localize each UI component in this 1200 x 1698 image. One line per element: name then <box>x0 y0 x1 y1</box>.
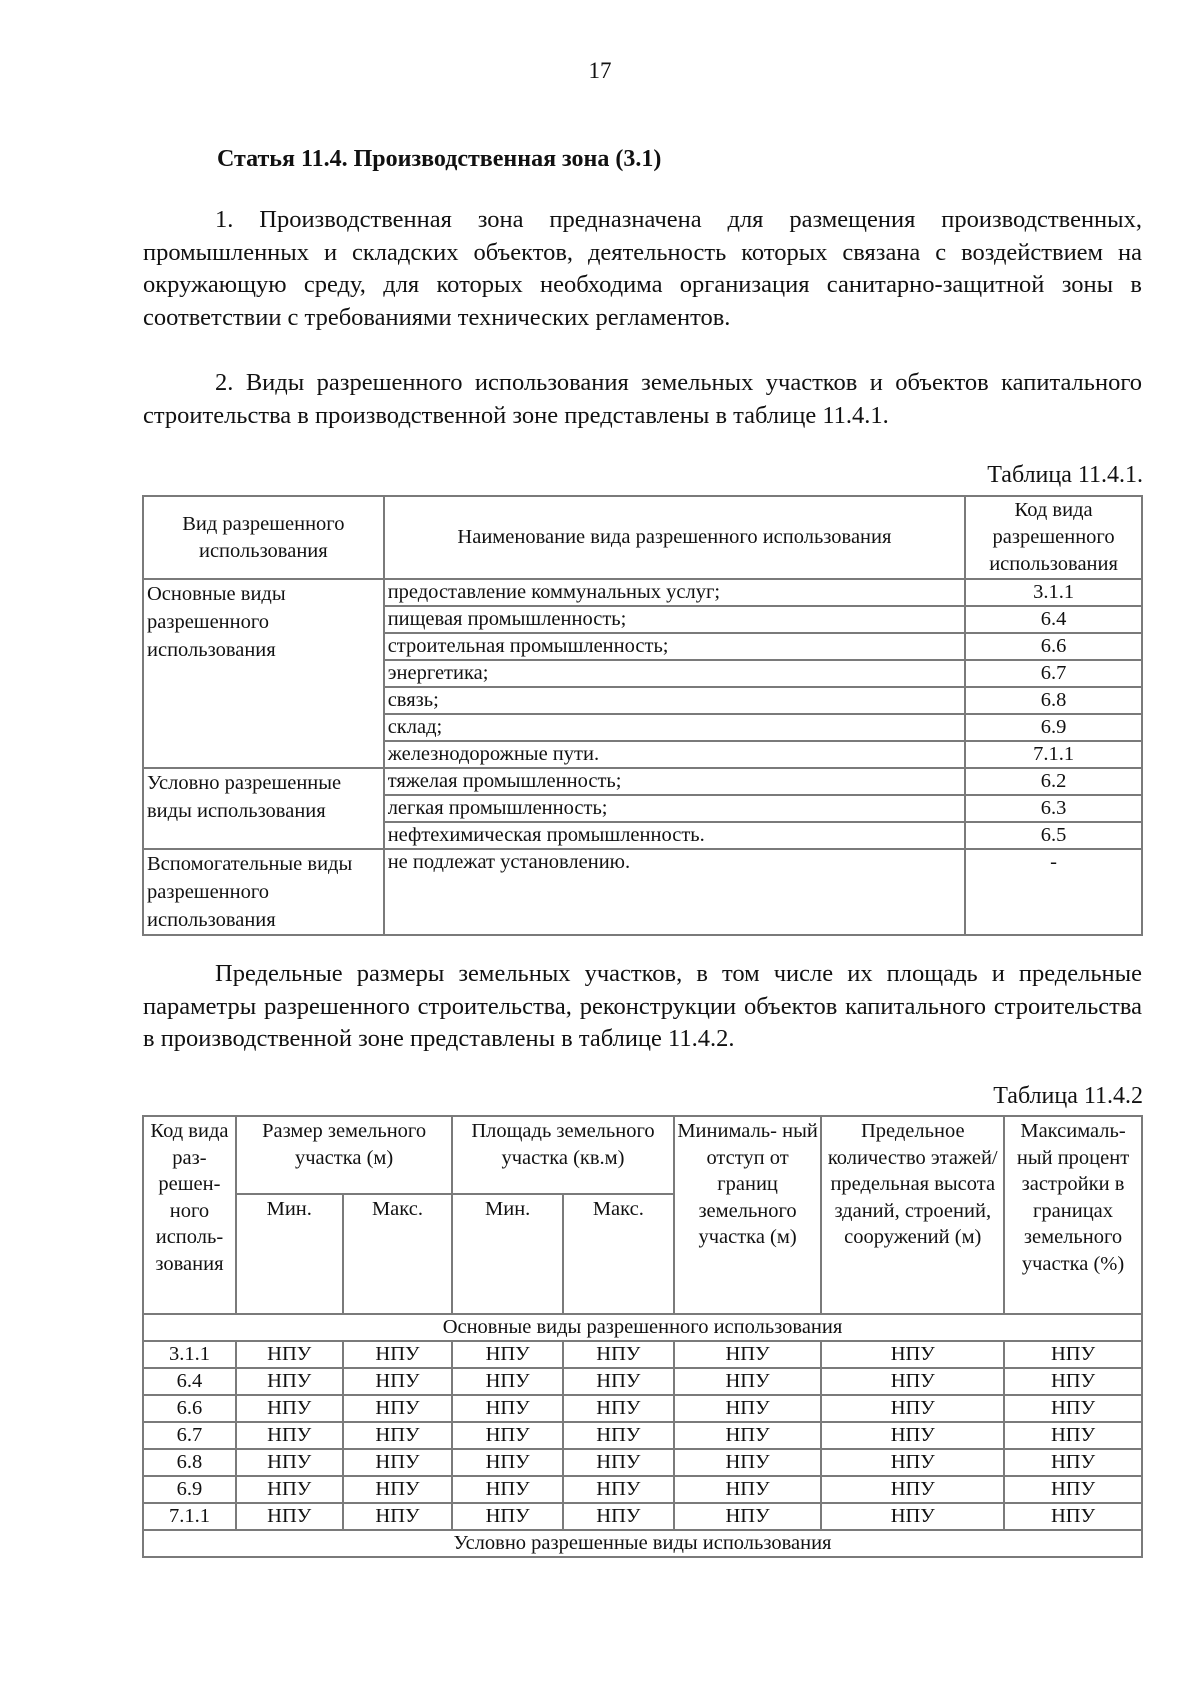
value-cell: НПУ <box>343 1341 453 1368</box>
paragraph-2 <box>143 367 1142 432</box>
group-label: Вспомогательные виды разрешенного использования <box>143 849 384 935</box>
value-cell: НПУ <box>343 1395 453 1422</box>
value-cell: НПУ <box>1004 1422 1142 1449</box>
value-cell: НПУ <box>821 1503 1004 1530</box>
value-cell: НПУ <box>452 1449 563 1476</box>
header-cell: Вид разрешенного использования <box>143 496 384 579</box>
value-cell: НПУ <box>452 1476 563 1503</box>
use-code: 6.2 <box>965 768 1142 795</box>
use-name: нефтехимическая промышленность. <box>384 822 965 849</box>
use-name: предоставление коммунальных услуг; <box>384 579 965 606</box>
value-cell: НПУ <box>1004 1449 1142 1476</box>
value-cell: НПУ <box>452 1422 563 1449</box>
value-cell: НПУ <box>674 1449 822 1476</box>
parameters-table <box>142 1115 1143 1558</box>
code-cell: 6.6 <box>143 1395 236 1422</box>
group-label: Основные виды разрешенного использования <box>143 579 384 768</box>
value-cell: НПУ <box>343 1368 453 1395</box>
article-heading: Статья 11.4. Производственная зона (3.1) <box>217 146 662 172</box>
value-cell: НПУ <box>821 1368 1004 1395</box>
value-cell: НПУ <box>236 1395 343 1422</box>
value-cell: НПУ <box>563 1395 674 1422</box>
code-cell: 6.8 <box>143 1449 236 1476</box>
use-name: пищевая промышленность; <box>384 606 965 633</box>
header-cell: Код вида разрешенного использования <box>965 496 1142 579</box>
value-cell: НПУ <box>1004 1476 1142 1503</box>
use-code: 3.1.1 <box>965 579 1142 606</box>
paragraph-number: 2. <box>215 369 234 396</box>
paragraph-number: 1. <box>215 206 234 233</box>
table-row <box>143 768 1142 795</box>
section-row <box>143 1530 1142 1557</box>
value-cell: НПУ <box>821 1341 1004 1368</box>
value-cell: НПУ <box>236 1422 343 1449</box>
section-title: Условно разрешенные виды использования <box>143 1530 1142 1557</box>
value-cell: НПУ <box>563 1503 674 1530</box>
paragraph-1 <box>143 204 1142 334</box>
use-code: - <box>965 849 1142 935</box>
table-row <box>143 1422 1142 1449</box>
table-row <box>143 849 1142 935</box>
value-cell: НПУ <box>674 1395 822 1422</box>
section-title: Основные виды разрешенного использования <box>143 1314 1142 1341</box>
value-cell: НПУ <box>821 1476 1004 1503</box>
header-cell: Макс. <box>563 1194 674 1314</box>
value-cell: НПУ <box>1004 1368 1142 1395</box>
value-cell: НПУ <box>343 1476 453 1503</box>
header-cell: Макс. <box>343 1194 453 1314</box>
permitted-use-table <box>142 495 1143 936</box>
paragraph-text: Виды разрешенного использования земельных участков и объектов капитального строительства в производственной зоне представлены в таблице 11.4.1. <box>143 369 1143 429</box>
code-cell: 6.7 <box>143 1422 236 1449</box>
use-code: 6.3 <box>965 795 1142 822</box>
value-cell: НПУ <box>563 1476 674 1503</box>
use-name: тяжелая промышленность; <box>384 768 965 795</box>
use-name: склад; <box>384 714 965 741</box>
value-cell: НПУ <box>563 1368 674 1395</box>
header-cell: Размер земельного участка (м) <box>236 1116 452 1194</box>
table-row <box>143 1341 1142 1368</box>
value-cell: НПУ <box>236 1503 343 1530</box>
header-cell: Минималь- ный отступ от границ земельного участка (м) <box>674 1116 822 1314</box>
page-number: 17 <box>588 58 612 83</box>
use-name: связь; <box>384 687 965 714</box>
use-name: строительная промышленность; <box>384 633 965 660</box>
value-cell: НПУ <box>452 1503 563 1530</box>
table-caption: Таблица 11.4.1. <box>987 462 1143 488</box>
value-cell: НПУ <box>343 1449 453 1476</box>
header-cell: Мин. <box>452 1194 563 1314</box>
use-code: 6.4 <box>965 606 1142 633</box>
header-cell: Код вида раз- решен- ного исполь- зования <box>143 1116 236 1314</box>
paragraph-3 <box>143 958 1142 1056</box>
value-cell: НПУ <box>236 1476 343 1503</box>
use-code: 6.6 <box>965 633 1142 660</box>
paragraph-text: Производственная зона предназначена для размещения производственных, промышленных и складских объектов, деятельность которых связана с воздействием на окружающую среду, для которых необходима организация санитарно-защитной зоны в соответствии с требованиями технических регламентов. <box>143 206 1142 331</box>
table-row <box>143 1395 1142 1422</box>
use-name: легкая промышленность; <box>384 795 965 822</box>
value-cell: НПУ <box>563 1341 674 1368</box>
header-cell: Наименование вида разрешенного использования <box>384 496 965 579</box>
use-code: 6.9 <box>965 714 1142 741</box>
table-row <box>143 1476 1142 1503</box>
table-row <box>143 579 1142 606</box>
table-header-row <box>143 496 1142 579</box>
value-cell: НПУ <box>563 1422 674 1449</box>
value-cell: НПУ <box>1004 1503 1142 1530</box>
code-cell: 6.9 <box>143 1476 236 1503</box>
use-name: не подлежат установлению. <box>384 849 965 935</box>
use-code: 6.7 <box>965 660 1142 687</box>
value-cell: НПУ <box>674 1368 822 1395</box>
value-cell: НПУ <box>674 1422 822 1449</box>
value-cell: НПУ <box>563 1449 674 1476</box>
use-name: железнодорожные пути. <box>384 741 965 768</box>
header-cell: Предельное количество этажей/ предельная высота зданий, строений, сооружений (м) <box>821 1116 1004 1314</box>
value-cell: НПУ <box>452 1368 563 1395</box>
use-code: 7.1.1 <box>965 741 1142 768</box>
section-row <box>143 1314 1142 1341</box>
value-cell: НПУ <box>452 1395 563 1422</box>
value-cell: НПУ <box>1004 1395 1142 1422</box>
value-cell: НПУ <box>236 1368 343 1395</box>
value-cell: НПУ <box>343 1422 453 1449</box>
code-cell: 6.4 <box>143 1368 236 1395</box>
table-row <box>143 1368 1142 1395</box>
value-cell: НПУ <box>674 1476 822 1503</box>
table-header-row <box>143 1116 1142 1194</box>
paragraph-text: Предельные размеры земельных участков, в том числе их площадь и предельные параметры разрешенного строительства, реконструкции объектов капитального строительства в производственной зоне представлены в таблице 11.4.2. <box>143 960 1142 1052</box>
value-cell: НПУ <box>674 1503 822 1530</box>
use-name: энергетика; <box>384 660 965 687</box>
value-cell: НПУ <box>1004 1341 1142 1368</box>
value-cell: НПУ <box>821 1422 1004 1449</box>
table-row <box>143 1503 1142 1530</box>
value-cell: НПУ <box>674 1341 822 1368</box>
value-cell: НПУ <box>452 1341 563 1368</box>
value-cell: НПУ <box>343 1503 453 1530</box>
header-cell: Максималь- ный процент застройки в границах земельного участка (%) <box>1004 1116 1142 1314</box>
value-cell: НПУ <box>821 1395 1004 1422</box>
code-cell: 3.1.1 <box>143 1341 236 1368</box>
value-cell: НПУ <box>236 1341 343 1368</box>
table-caption: Таблица 11.4.2 <box>993 1083 1143 1109</box>
table-row <box>143 1449 1142 1476</box>
use-code: 6.5 <box>965 822 1142 849</box>
value-cell: НПУ <box>821 1449 1004 1476</box>
header-cell: Мин. <box>236 1194 343 1314</box>
header-cell: Площадь земельного участка (кв.м) <box>452 1116 673 1194</box>
code-cell: 7.1.1 <box>143 1503 236 1530</box>
use-code: 6.8 <box>965 687 1142 714</box>
value-cell: НПУ <box>236 1449 343 1476</box>
group-label: Условно разрешенные виды использования <box>143 768 384 849</box>
